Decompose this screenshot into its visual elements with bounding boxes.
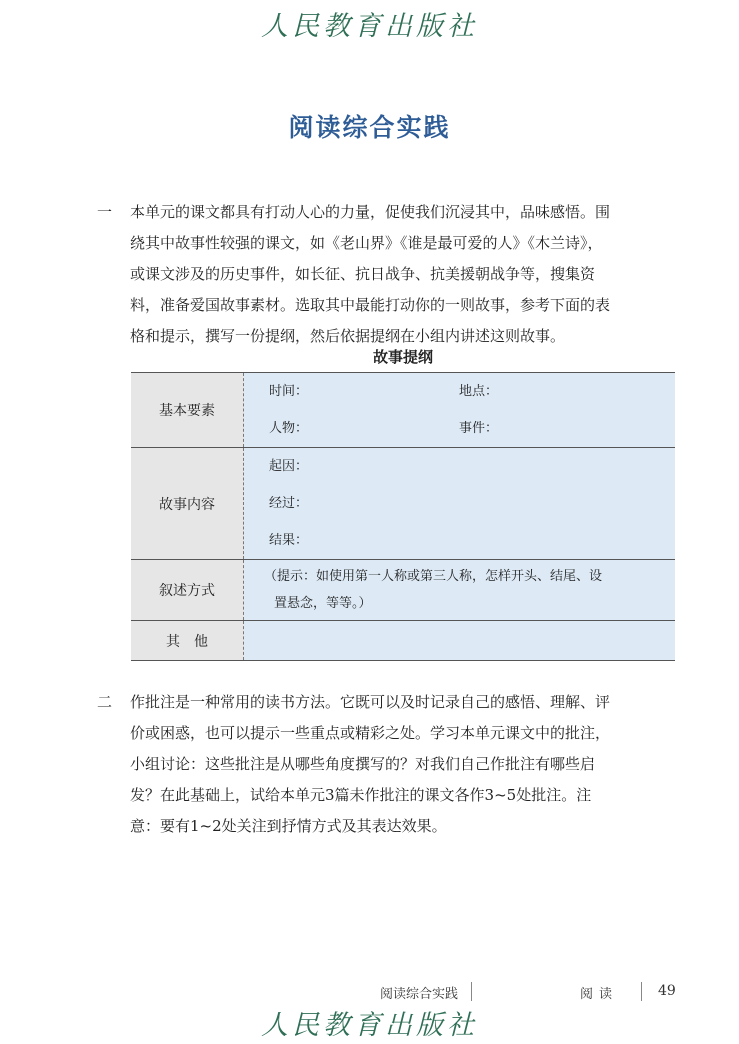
table-row xyxy=(131,621,675,661)
paragraph-line: 小组讨论：这些批注是从哪些角度撰写的？对我们自己作批注有哪些启 xyxy=(130,755,596,773)
paragraph-line: 本单元的课文都具有打动人心的力量，促使我们沉浸其中，品味感悟。围 xyxy=(130,203,611,221)
row-content xyxy=(244,373,676,448)
table-row xyxy=(131,373,675,448)
paragraph-line: 作批注是一种常用的读书方法。它既可以及时记录自己的感悟、理解、评 xyxy=(130,693,611,711)
row-content xyxy=(244,621,676,661)
row-label: 基本要素 xyxy=(131,373,244,448)
paragraph-line: 价或困惑，也可以提示一些重点或精彩之处。学习本单元课文中的批注， xyxy=(130,724,611,742)
section-paragraph xyxy=(130,687,682,842)
paragraph-line: 绕其中故事性较强的课文，如《老山界》《谁是最可爱的人》《木兰诗》， xyxy=(130,234,603,252)
paragraph-line: 发？在此基础上，试给本单元3篇未作批注的课文各作3~5处批注。注 xyxy=(130,786,592,804)
event-field: 事件： xyxy=(459,421,499,436)
paragraph-line: 格和提示，撰写一份提纲，然后依据提纲在小组内讲述这则故事。 xyxy=(130,327,566,345)
paragraph-line: 料，准备爱国故事素材。选取其中最能打动你的一则故事，参考下面的表 xyxy=(130,296,611,314)
story-outline-table xyxy=(131,372,675,661)
footer-section-name: 阅读综合实践 xyxy=(380,987,459,1002)
row-content xyxy=(244,560,676,621)
section-number: 二 xyxy=(97,693,113,711)
row-label: 叙述方式 xyxy=(131,560,244,621)
paragraph-line: 或课文涉及的历史事件，如长征、抗日战争、抗美援朝战争等，搜集资 xyxy=(130,265,596,283)
section-paragraph xyxy=(130,197,682,352)
cause-field: 起因： xyxy=(269,459,309,474)
section-number: 一 xyxy=(97,203,113,221)
time-field: 时间： xyxy=(269,384,309,399)
table-row xyxy=(131,448,675,560)
footer-unit: 阅读 xyxy=(580,987,619,1002)
row-label: 其 他 xyxy=(131,621,244,661)
narration-hint: 置悬念，等等。） xyxy=(274,596,372,611)
footer-divider xyxy=(641,982,642,1001)
section-two xyxy=(97,687,682,847)
people-field: 人物： xyxy=(269,421,309,436)
paragraph-line: 意：要有1~2处关注到抒情方式及其表达效果。 xyxy=(130,817,447,835)
place-field: 地点： xyxy=(459,384,499,399)
row-content xyxy=(244,448,676,560)
row-label: 故事内容 xyxy=(131,448,244,560)
footer-divider xyxy=(471,982,472,1001)
process-field: 经过： xyxy=(269,496,309,511)
page-title: 阅读综合实践 xyxy=(288,113,451,142)
publisher-logo-bottom: 人民教育出版社 xyxy=(261,1010,478,1041)
publisher-logo-top: 人民教育出版社 xyxy=(261,11,478,42)
table-row xyxy=(131,560,675,621)
page-number: 49 xyxy=(658,983,676,999)
result-field: 结果： xyxy=(269,533,309,548)
section-one xyxy=(97,197,682,357)
narration-hint: （提示：如使用第一人称或第三人称，怎样开头、结尾、设 xyxy=(264,569,603,584)
table-caption: 故事提纲 xyxy=(372,348,433,366)
